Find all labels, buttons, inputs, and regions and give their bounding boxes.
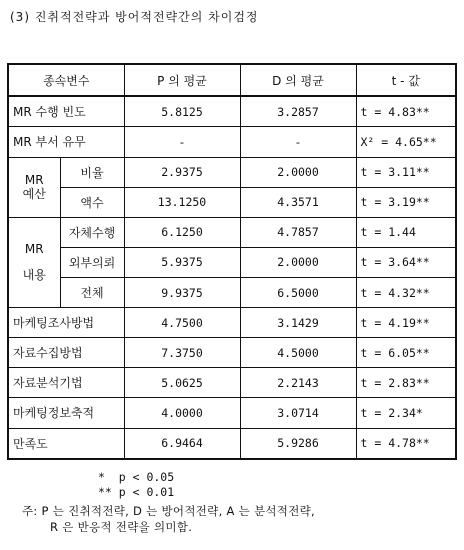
d-mean-cell: 5.9286 bbox=[240, 428, 356, 459]
t-value-cell: t = 4.83** bbox=[356, 96, 456, 127]
d-mean-cell: 3.1429 bbox=[240, 308, 356, 338]
p-mean-cell: 7.3750 bbox=[124, 338, 240, 368]
results-table bbox=[7, 63, 457, 460]
t-value-cell: t = 6.05** bbox=[356, 338, 456, 368]
group-label-budget: MR 예산 bbox=[8, 157, 60, 217]
row-label: 자료수집방법 bbox=[8, 338, 124, 368]
d-mean-cell: 2.2143 bbox=[240, 368, 356, 398]
row-label: 비율 bbox=[60, 157, 124, 187]
t-value-cell: X² = 4.65** bbox=[356, 127, 456, 157]
p-mean-cell: 9.9375 bbox=[124, 277, 240, 307]
row-label: 전체 bbox=[60, 277, 124, 307]
t-value-cell: t = 3.19** bbox=[356, 187, 456, 217]
row-label: 자체수행 bbox=[60, 217, 124, 247]
table-row bbox=[8, 157, 456, 187]
table-row bbox=[8, 398, 456, 428]
significance-01: ** p < 0.01 bbox=[98, 485, 175, 499]
table-row bbox=[8, 308, 456, 338]
footnote bbox=[22, 503, 315, 535]
table-row bbox=[8, 368, 456, 398]
t-value-cell: t = 4.78** bbox=[356, 428, 456, 459]
table-row bbox=[8, 247, 456, 277]
p-mean-cell: 13.1250 bbox=[124, 187, 240, 217]
significance-05: * p < 0.05 bbox=[98, 470, 175, 484]
table-row bbox=[8, 187, 456, 217]
d-mean-cell: 2.0000 bbox=[240, 157, 356, 187]
t-value-cell: t = 3.11** bbox=[356, 157, 456, 187]
header-p-mean: P 의 평균 bbox=[124, 64, 240, 96]
t-value-cell: t = 4.32** bbox=[356, 277, 456, 307]
row-label: MR 부서 유무 bbox=[8, 127, 124, 157]
d-mean-cell: 4.7857 bbox=[240, 217, 356, 247]
t-value-cell: t = 2.34* bbox=[356, 398, 456, 428]
table-row bbox=[8, 217, 456, 247]
p-mean-cell: 4.0000 bbox=[124, 398, 240, 428]
row-label: 마케팅정보축적 bbox=[8, 398, 124, 428]
t-value-cell: t = 2.83** bbox=[356, 368, 456, 398]
row-label: 자료분석기법 bbox=[8, 368, 124, 398]
table-row bbox=[8, 127, 456, 157]
table-row bbox=[8, 277, 456, 307]
p-mean-cell: 5.8125 bbox=[124, 96, 240, 127]
p-mean-cell: 6.9464 bbox=[124, 428, 240, 459]
p-mean-cell: 6.1250 bbox=[124, 217, 240, 247]
t-value-cell: t = 3.64** bbox=[356, 247, 456, 277]
p-mean-cell: 2.9375 bbox=[124, 157, 240, 187]
table-row bbox=[8, 96, 456, 127]
page-title: (3) 진취적전략과 방어적전략간의 차이검정 bbox=[10, 10, 259, 24]
p-mean-cell: 5.9375 bbox=[124, 247, 240, 277]
group-label-content: MR 내용 bbox=[8, 217, 60, 307]
row-label: 마케팅조사방법 bbox=[8, 308, 124, 338]
d-mean-cell: 2.0000 bbox=[240, 247, 356, 277]
footnote-line-2: R 은 반응적 전략을 의미함. bbox=[50, 520, 193, 534]
header-variable: 종속변수 bbox=[8, 64, 124, 96]
footnote-line-1: 주: P 는 진취적전략, D 는 방어적전략, A 는 분석적전략, bbox=[22, 504, 315, 518]
row-label: 만족도 bbox=[8, 428, 124, 459]
t-value-cell: t = 1.44 bbox=[356, 217, 456, 247]
row-label: MR 수행 빈도 bbox=[8, 96, 124, 127]
d-mean-cell: 4.3571 bbox=[240, 187, 356, 217]
row-label: 액수 bbox=[60, 187, 124, 217]
d-mean-cell: 3.2857 bbox=[240, 96, 356, 127]
table-row bbox=[8, 338, 456, 368]
d-mean-cell: 3.0714 bbox=[240, 398, 356, 428]
t-value-cell: t = 4.19** bbox=[356, 308, 456, 338]
table-row bbox=[8, 428, 456, 459]
p-mean-cell: 4.7500 bbox=[124, 308, 240, 338]
header-row bbox=[8, 64, 456, 96]
header-t-value: t - 값 bbox=[356, 64, 456, 96]
p-mean-cell: 5.0625 bbox=[124, 368, 240, 398]
d-mean-cell: - bbox=[240, 127, 356, 157]
significance-legend bbox=[98, 470, 174, 500]
d-mean-cell: 6.5000 bbox=[240, 277, 356, 307]
d-mean-cell: 4.5000 bbox=[240, 338, 356, 368]
p-mean-cell: - bbox=[124, 127, 240, 157]
header-d-mean: D 의 평균 bbox=[240, 64, 356, 96]
row-label: 외부의뢰 bbox=[60, 247, 124, 277]
